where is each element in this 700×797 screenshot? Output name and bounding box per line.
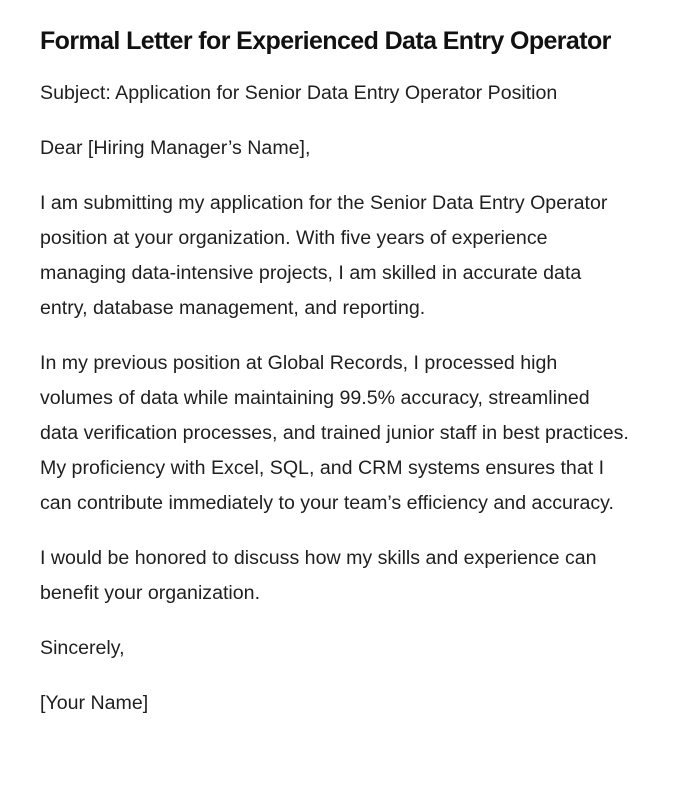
body-paragraph-closing: I would be honored to discuss how my skills and experience can benefit your organization. bbox=[40, 547, 597, 604]
letter-signature: [Your Name] bbox=[40, 692, 149, 714]
letter-subject: Subject: Application for Senior Data Entry Operator Position bbox=[40, 82, 558, 104]
letter-closing: Sincerely, bbox=[40, 637, 125, 659]
letter-greeting: Dear [Hiring Manager’s Name], bbox=[40, 137, 311, 159]
body-paragraph-experience: In my previous position at Global Records, I processed high volumes of data while maintaining 99.5% accuracy, streamlined data verification processes, and trained junior staff in best practices. My proficiency with Excel, SQL, and CRM systems ensures that I can contribute immediately to your team’s efficiency and accuracy. bbox=[40, 352, 629, 514]
body-paragraph-intro: I am submitting my application for the Senior Data Entry Operator position at your organization. With five years of experience managing data-intensive projects, I am skilled in accurate data entry, database management, and reporting. bbox=[40, 192, 608, 319]
letter-title: Formal Letter for Experienced Data Entry Operator bbox=[40, 27, 611, 55]
